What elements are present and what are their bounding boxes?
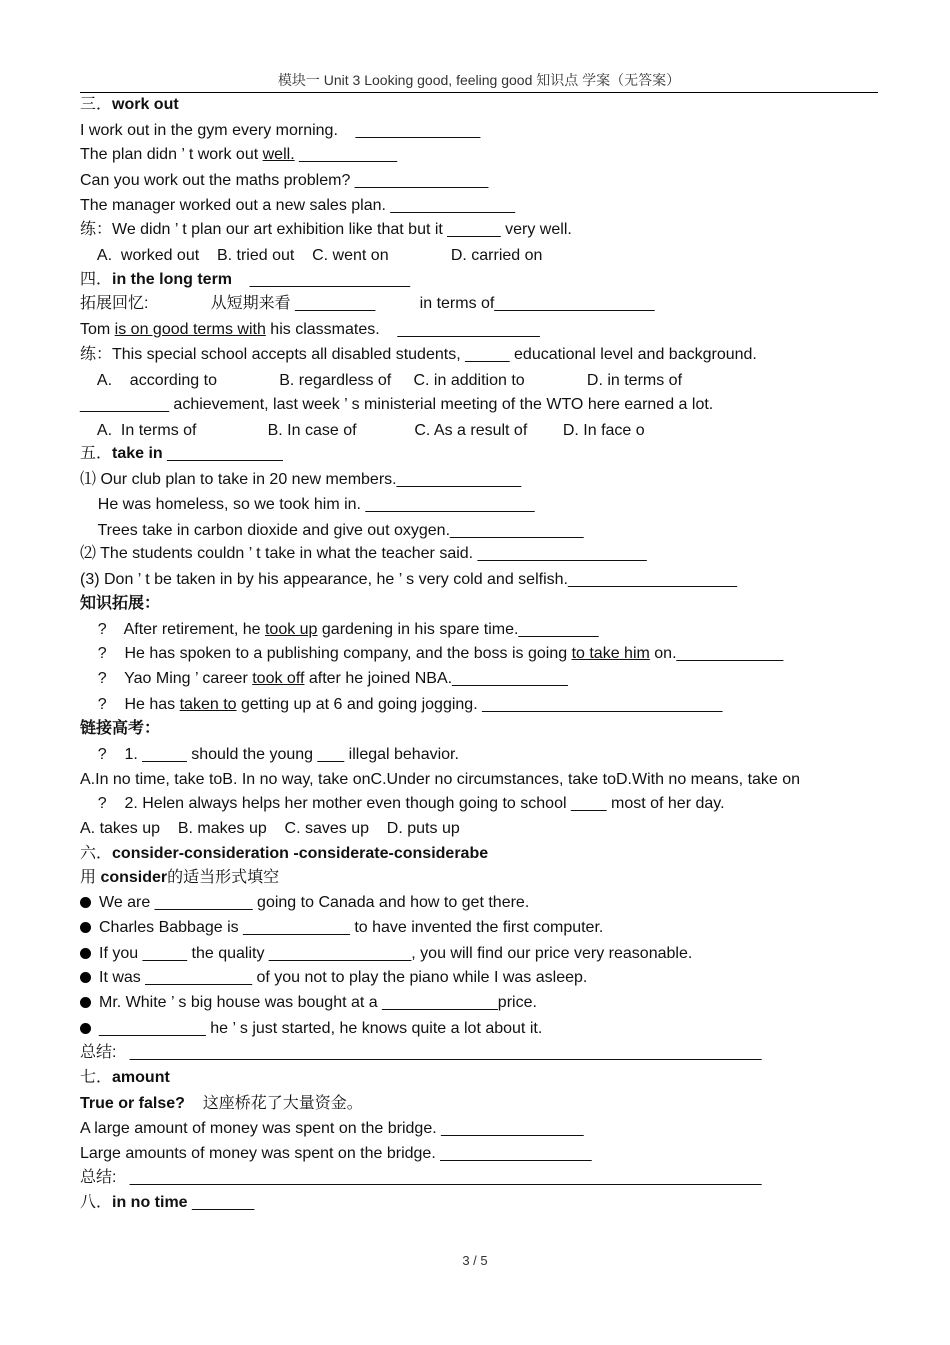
section-title: work out xyxy=(112,96,179,113)
text-line: Can you work out the maths problem? _______________ xyxy=(80,172,489,189)
section-number: 七． xyxy=(80,1069,113,1086)
section-title: take in xyxy=(112,445,163,462)
section-5-heading xyxy=(80,444,283,464)
text-line: Large amounts of money was spent on the bridge. _________________ xyxy=(80,1145,592,1162)
text-span: Tom xyxy=(80,321,115,338)
text-line: The manager worked out a new sales plan. ______________ xyxy=(80,197,515,214)
gaokao-label: 链接高考： xyxy=(80,720,161,737)
exercise-options: A. takes up B. makes up C. saves up D. puts up xyxy=(80,820,460,837)
exercise-question: ? 2. Helen always helps her mother even though going to school ____ most of her day. xyxy=(80,795,725,812)
text-span: 的适当形式填空 xyxy=(167,869,280,886)
section-number: 五． xyxy=(80,445,113,462)
text-span: 这座桥花了大量资金。 xyxy=(184,1095,363,1112)
text-span: If you _____ the quality ________________, you will find our price very reasonable. xyxy=(99,945,693,962)
text-span: ___________ xyxy=(294,146,397,163)
text-span: We are ___________ going to Canada and how to get there. xyxy=(99,894,530,911)
list-item xyxy=(80,918,603,938)
section-blank: _______ xyxy=(187,1194,255,1211)
text-span: ? Yao Ming ’ career xyxy=(80,670,253,687)
text-span: Charles Babbage is ____________ to have invented the first computer. xyxy=(99,919,604,936)
section-title: in the long term xyxy=(112,271,233,288)
page-number: 3 / 5 xyxy=(462,1253,488,1268)
exercise-question: 练：We didn ’ t plan our art exhibition like that but it ______ very well. xyxy=(80,221,572,238)
summary-line: 总结: _______________________________________________________________________ xyxy=(80,1044,762,1061)
text-span: Mr. White ’ s big house was bought at a _____________price. xyxy=(99,994,537,1011)
text-span: ____________ he ’ s just started, he knows quite a lot about it. xyxy=(99,1020,543,1037)
text-line xyxy=(80,145,397,165)
text-line: ⑵ The students couldn ’ t take in what the teacher said. ___________________ xyxy=(80,545,647,562)
true-false-prompt xyxy=(80,1094,363,1114)
section-7-heading xyxy=(80,1068,170,1088)
list-item xyxy=(80,893,529,913)
page-header: 模块一 Unit 3 Looking good, feeling good 知识点 学案（无答案） xyxy=(277,72,681,88)
text-line xyxy=(80,320,540,340)
bullet-icon xyxy=(80,1023,91,1034)
underlined-phrase: took up xyxy=(264,621,318,638)
bullet-icon xyxy=(80,897,91,908)
text-line: 拓展回忆: 从短期来看 _________ in terms of__________________ xyxy=(80,295,655,312)
exercise-options: A. In terms of B. In case of C. As a result of D. In face o xyxy=(80,422,645,439)
list-item xyxy=(80,968,587,988)
section-title: consider-consideration -considerate-considerabe xyxy=(112,845,489,862)
underlined-phrase: taken to xyxy=(179,696,237,713)
text-span: after he joined NBA._____________ xyxy=(304,670,568,687)
list-item xyxy=(80,993,537,1013)
section-number: 八． xyxy=(80,1194,113,1211)
bullet-icon xyxy=(80,922,91,933)
text-line: Trees take in carbon dioxide and give out oxygen._______________ xyxy=(80,522,584,539)
section-title: amount xyxy=(112,1069,170,1086)
bullet-icon xyxy=(80,997,91,1008)
section-3-heading xyxy=(80,95,179,115)
summary-line: 总结: _______________________________________________________________________ xyxy=(80,1169,762,1186)
list-item xyxy=(80,695,722,715)
text-line: ⑴ Our club plan to take in 20 new members.______________ xyxy=(80,471,522,488)
section-4-heading xyxy=(80,270,410,290)
section-6-heading xyxy=(80,844,488,864)
section-number: 四． xyxy=(80,271,113,288)
exercise-options: A.In no time, take toB. In no way, take onC.Under no circumstances, take toD.With no means, take on xyxy=(80,771,801,788)
list-item xyxy=(80,669,568,689)
list-item xyxy=(80,620,599,640)
list-item xyxy=(80,1019,542,1039)
section-blank: _____________ xyxy=(162,445,283,462)
list-item xyxy=(80,644,783,664)
text-span: getting up at 6 and going jogging. ___________________________ xyxy=(236,696,723,713)
text-span: gardening in his spare time._________ xyxy=(317,621,599,638)
header-rule xyxy=(80,92,878,93)
underlined-phrase: well. xyxy=(262,146,295,163)
text-span: his classmates. ________________ xyxy=(265,321,540,338)
text-span: ? After retirement, he xyxy=(80,621,265,638)
keyword: consider xyxy=(100,869,168,886)
text-line: (3) Don ’ t be taken in by his appearance, he ’ s very cold and selfish.___________________ xyxy=(80,571,738,588)
bullet-icon xyxy=(80,972,91,983)
text-span: It was ____________ of you not to play the piano while I was asleep. xyxy=(99,969,588,986)
section-8-heading xyxy=(80,1193,254,1213)
text-line: I work out in the gym every morning. ______________ xyxy=(80,122,481,139)
bullet-icon xyxy=(80,948,91,959)
extension-label: 知识拓展： xyxy=(80,595,161,612)
text-line: He was homeless, so we took him in. ___________________ xyxy=(80,496,535,513)
text-span: on.____________ xyxy=(649,645,784,662)
text-line: A large amount of money was spent on the bridge. ________________ xyxy=(80,1120,584,1137)
underlined-phrase: to take him xyxy=(571,645,650,662)
list-item xyxy=(80,944,692,964)
exercise-options: A. worked out B. tried out C. went on D. carried on xyxy=(80,247,543,264)
section-number: 三． xyxy=(80,96,113,113)
section-blank: __________________ xyxy=(232,271,410,288)
section-title: in no time xyxy=(112,1194,188,1211)
underlined-phrase: took off xyxy=(252,670,305,687)
underlined-phrase: is on good terms with xyxy=(114,321,266,338)
instruction xyxy=(80,868,279,888)
text-span: ? He has spoken to a publishing company, and the boss is going xyxy=(80,645,572,662)
exercise-options: A. according to B. regardless of C. in addition to D. in terms of xyxy=(80,372,683,389)
exercise-question: ? 1. _____ should the young ___ illegal behavior. xyxy=(80,746,459,763)
text-span: ? He has xyxy=(80,696,180,713)
tf-label: True or false? xyxy=(80,1095,185,1112)
exercise-question: __________ achievement, last week ’ s ministerial meeting of the WTO here earned a lot. xyxy=(80,396,714,413)
exercise-question: 练：This special school accepts all disabled students, _____ educational level and background. xyxy=(80,346,757,363)
section-number: 六． xyxy=(80,845,113,862)
text-span: 用 xyxy=(80,869,101,886)
text-span: The plan didn ’ t work out xyxy=(80,146,263,163)
